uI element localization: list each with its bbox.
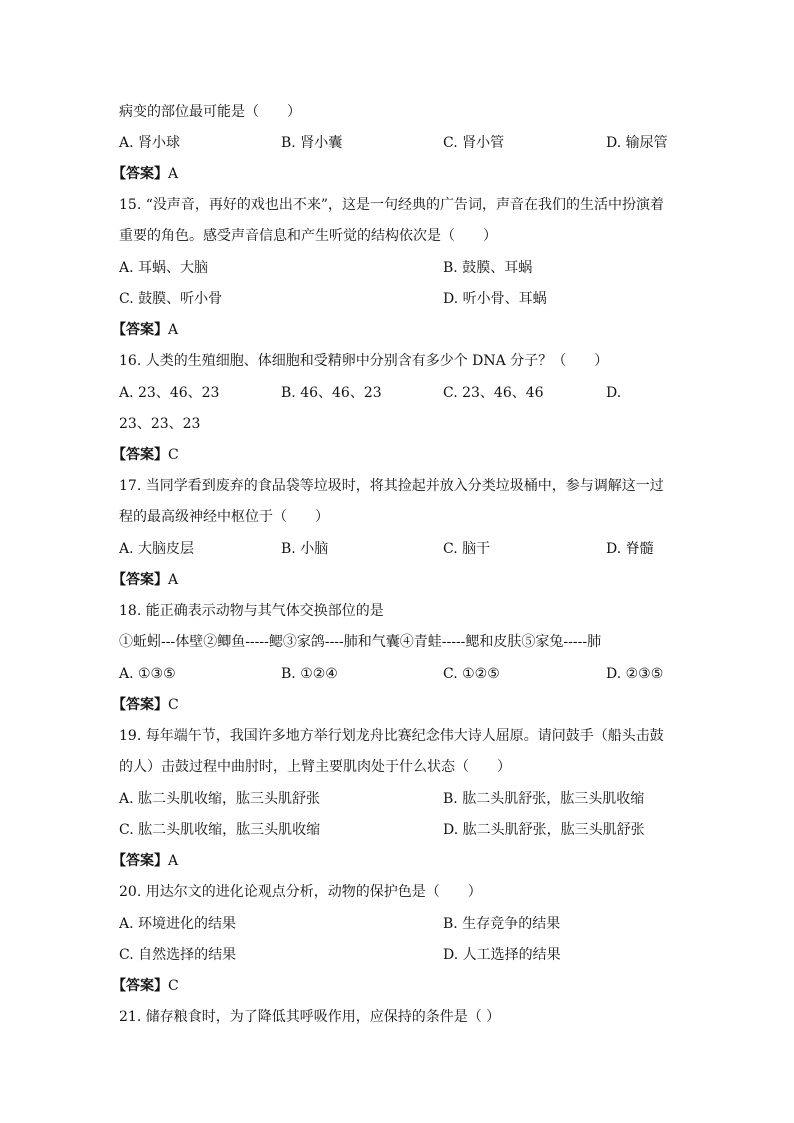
q15-option-a: A. 耳蜗、大脑 <box>119 260 209 276</box>
q14-option-a: A. 肾小球 <box>119 135 181 151</box>
q16-option-b: B. 46、46、23 <box>281 385 382 401</box>
answer-value: A <box>168 322 179 338</box>
q18-option-d: D. ②③⑤ <box>606 666 664 682</box>
q15-option-b: B. 鼓膜、耳蜗 <box>443 260 533 276</box>
answer-value: C <box>168 447 179 463</box>
answer-value: C <box>168 697 179 713</box>
q16-option-c: C. 23、46、46 <box>443 385 544 401</box>
question-20-stem: 20. 用达尔文的进化论观点分析，动物的保护色是（ ） <box>119 884 482 900</box>
q20-option-c: C. 自然选择的结果 <box>119 947 237 963</box>
answer-value: A <box>168 572 179 588</box>
q19-option-a: A. 肱二头肌收缩，肱三头肌舒张 <box>119 791 321 807</box>
answer-label: 【答案】 <box>112 978 168 994</box>
answer-value: A <box>168 853 179 869</box>
question-16-stem: 16. 人类的生殖细胞、体细胞和受精卵中分别含有多少个 DNA 分子？（ ） <box>119 353 609 369</box>
q16-answer <box>112 445 179 465</box>
answer-label: 【答案】 <box>112 572 168 588</box>
q17-option-a: A. 大脑皮层 <box>119 541 195 557</box>
question-15-stem-line2: 重要的角色。感受声音信息和产生听觉的结构依次是（ ） <box>119 228 497 244</box>
answer-label: 【答案】 <box>112 697 168 713</box>
q20-answer <box>112 976 179 996</box>
q14-answer <box>112 164 178 184</box>
answer-value: A <box>168 166 179 182</box>
question-18-stem-line1: 18. 能正确表示动物与其气体交换部位的是 <box>119 603 384 619</box>
q17-option-c: C. 脑干 <box>443 541 491 557</box>
q14-option-b: B. 肾小囊 <box>281 135 343 151</box>
question-19-stem-line2: 的人）击鼓过程中曲肘时，上臂主要肌肉处于什么状态（ ） <box>119 759 511 775</box>
q20-option-d: D. 人工选择的结果 <box>443 947 561 963</box>
answer-label: 【答案】 <box>112 447 168 463</box>
question-17-stem-line1: 17. 当同学看到废弃的食品袋等垃圾时，将其捡起并放入分类垃圾桶中，参与调解这一过 <box>119 478 664 494</box>
q19-option-d: D. 肱二头肌舒张，肱三头肌舒张 <box>443 822 645 838</box>
question-19-stem-line1: 19. 每年端午节，我国许多地方举行划龙舟比赛纪念伟大诗人屈原。请问鼓手（船头击鼓 <box>119 728 664 744</box>
q15-option-d: D. 听小骨、耳蜗 <box>443 291 547 307</box>
q16-option-a: A. 23、46、23 <box>119 385 220 401</box>
q19-answer <box>112 851 178 871</box>
q16-option-d-wrap: 23、23、23 <box>119 416 201 432</box>
question-14-stem: 病变的部位最可能是（ ） <box>119 104 301 120</box>
q17-option-b: B. 小脑 <box>281 541 329 557</box>
q19-option-c: C. 肱二头肌收缩，肱三头肌收缩 <box>119 822 321 838</box>
q17-answer <box>112 570 178 590</box>
question-21-stem: 21. 储存粮食时，为了降低其呼吸作用，应保持的条件是（ ） <box>119 1009 501 1025</box>
q15-option-c: C. 鼓膜、听小骨 <box>119 291 223 307</box>
answer-label: 【答案】 <box>112 322 168 338</box>
q14-option-c: C. 肾小管 <box>443 135 505 151</box>
answer-value: C <box>168 978 179 994</box>
q20-option-b: B. 生存竞争的结果 <box>443 916 561 932</box>
question-18-stem-line2: ①蚯蚓---体壁②鲫鱼-----鳃③家鸽----肺和气囊④青蛙-----鳃和皮肤⑤家兔-----肺 <box>119 634 602 650</box>
q16-option-d: D. <box>606 385 622 401</box>
q17-option-d: D. 脊髓 <box>606 541 654 557</box>
q18-option-b: B. ①②④ <box>281 666 338 682</box>
answer-label: 【答案】 <box>112 853 168 869</box>
q18-answer <box>112 695 179 715</box>
question-15-stem-line1: 15. “没声音，再好的戏也出不来”，这是一句经典的广告词，声音在我们的生活中扮演着 <box>119 197 665 213</box>
question-17-stem-line2: 程的最高级神经中枢位于（ ） <box>119 509 329 525</box>
q18-option-a: A. ①③⑤ <box>119 666 176 682</box>
q18-option-c: C. ①②⑤ <box>443 666 500 682</box>
q15-answer <box>112 320 178 340</box>
q19-option-b: B. 肱二头肌舒张，肱三头肌收缩 <box>443 791 645 807</box>
q14-option-d: D. 输尿管 <box>606 135 668 151</box>
answer-label: 【答案】 <box>112 166 168 182</box>
q20-option-a: A. 环境进化的结果 <box>119 916 237 932</box>
